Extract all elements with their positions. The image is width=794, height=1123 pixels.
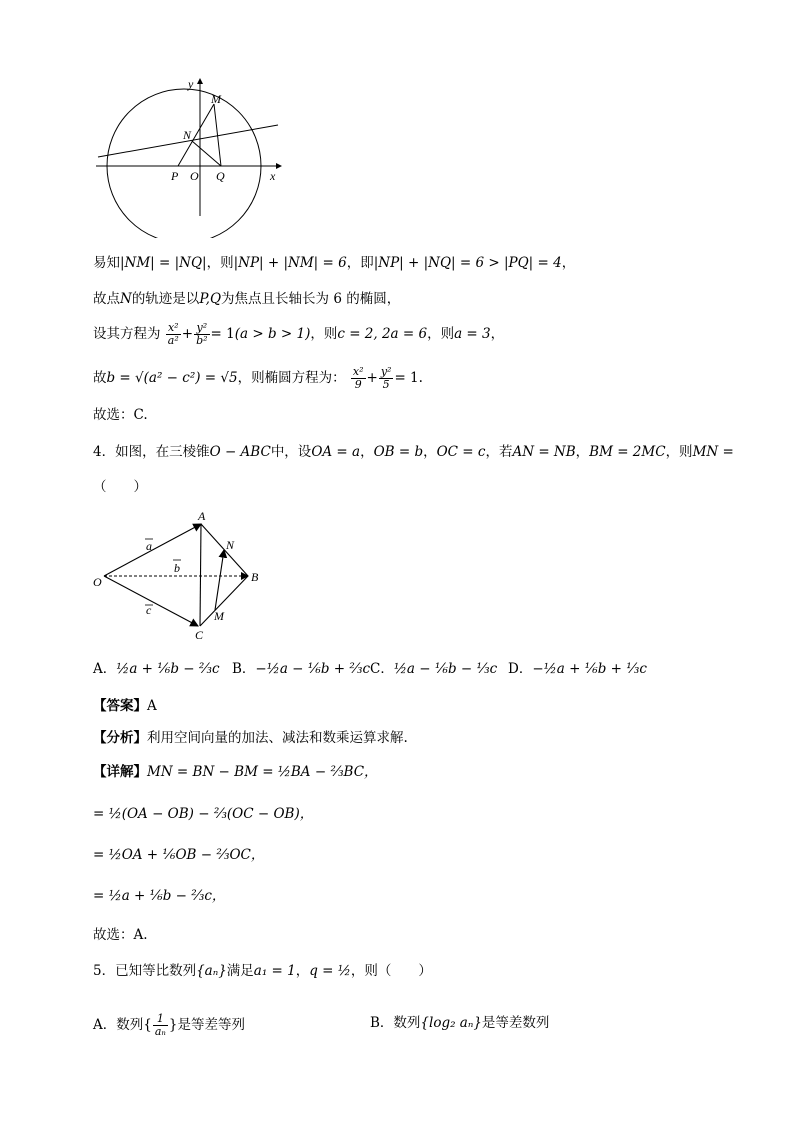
text: 中，设 [270,444,312,460]
formula: c = 2, 2a = 6 [337,326,428,342]
detail-formula: = ½OA + ⅙OB − ⅔OC， [93,847,265,863]
vector-def-c: OC = c [436,444,486,460]
label-c: C [195,628,204,642]
fraction-y2-b2: $\frac{\text{y²}}{\text{b²}}$ [196,321,208,347]
label-vec-b: b [174,561,180,575]
text: 易知 [93,255,120,271]
fraction-x2-9: $\frac{\text{x²}}{9}$ [352,365,364,391]
q5-option-b[interactable] [370,1014,549,1032]
x-axis-arrow [276,163,282,169]
edge-ac [200,524,201,626]
y-axis-arrow [197,78,203,84]
segment-nq [192,141,221,166]
text: ，则 [427,326,455,342]
solution-line-2 [93,290,400,308]
text: ，即 [346,255,374,271]
label-y: y [188,77,194,91]
text: ，则椭圆方程为： [237,370,346,386]
q5-stem: 5．已知等比数列{aₙ}满足a₁ = 1，q = ½，则（ ） [93,963,432,979]
text: ，则 [310,326,338,342]
text: 故 [93,370,107,386]
label-n: N [226,538,235,552]
q5-option-a[interactable]: A．数列{ $\frac{1}{\text{aₙ}}$ }是等差等列 [93,1012,245,1038]
option-text: ½a − ⅙b − ⅓c [393,661,498,677]
vector-oa [104,524,201,576]
detail-formula: = ½a + ⅙b − ⅔c， [93,888,226,904]
detail-tag: 【详解】 [93,764,147,780]
q4-answer [93,697,157,715]
q4-choice: 故选：A. [93,927,148,943]
option-label: A． [93,1017,117,1033]
formula: |NM| = |NQ| [120,255,207,271]
ellipse-construction-figure [90,76,290,238]
fraction-x2-a2: $\frac{\text{x²}}{\text{a²}}$ [167,321,179,347]
analysis-tag: 【分析】 [93,730,147,746]
q4-option-c[interactable] [370,660,497,678]
q4-option-a[interactable] [93,660,220,678]
option-label: B． [370,1015,394,1031]
text: 设其方程为 [93,326,161,342]
prev-choice: 故选：C. [93,407,148,423]
label-vec-a: a [146,539,152,553]
q4-detail-line-1 [93,763,378,781]
text: ，则 [206,255,234,271]
tetrahedron-figure [90,506,270,642]
text: . [418,370,423,386]
text: 是等差等列 [177,1017,245,1033]
option-text: ½a + ⅙b − ⅔c [116,661,220,677]
label-b: B [251,570,259,584]
analysis-text: 利用空间向量的加法、减法和数乘运算求解. [147,730,408,746]
q4-option-b[interactable] [232,660,370,678]
formula: b = √(a² − c²) = √5 [106,370,238,386]
q4-analysis [93,729,408,747]
detail-formula: MN = BN − BM = ½BA − ⅔BC， [147,764,378,780]
text: ，若 [485,444,513,460]
q4-paren: （ ） [93,479,147,495]
fraction-y2-5: $\frac{\text{y²}}{5}$ [380,365,392,391]
label-o: O [190,169,199,183]
formula: a₁ = 1 [253,963,296,979]
option-label: A． [93,661,117,677]
label-o: O [93,575,102,589]
text: ，则 [665,444,693,460]
vector-def-b: OB = b [373,444,424,460]
edge-ab [201,524,248,576]
label-x: x [270,169,276,183]
label-m: M [214,609,224,623]
formula: |NP| + |NQ| = 6 > |PQ| = 4 [373,255,562,271]
detail-formula: = ½(OA − OB) − ⅔(OC − OB)， [93,806,314,822]
fraction-1-an: $\frac{1}{\text{aₙ}}$ [154,1012,166,1038]
text: ， [490,326,505,342]
answer-value: A [147,698,157,714]
formula: P,Q [199,291,222,307]
text: 4．如图，在三棱锥 [93,444,210,460]
target-mn: MN = [692,444,734,460]
condition-bm-mc: BM = 2MC [589,444,666,460]
option-label: B． [232,661,256,677]
formula: N [120,291,132,307]
text: 满足 [226,963,254,979]
vector-oc [104,576,198,626]
solution-line-1 [93,254,575,272]
big-circle [107,89,261,238]
option-label: C． [370,661,394,677]
formula: a = 3 [454,326,491,342]
edge-bc [200,576,248,626]
label-a: A [198,509,206,523]
vector-def-a: OA = a [311,444,361,460]
q4-detail-line-2 [93,805,313,823]
option-text: −½a + ⅙b + ⅓c [532,661,647,677]
solution-line-3: 设其方程为 $\frac{\text{x²}}{\text{a²}}$ + $\frac{\text{y²}}{\text{b²}}$ = 1(a > b > 1)，则c = 2, 2a = 6，则a = 3， [93,321,505,347]
formula: (a > b > 1) [234,326,311,342]
formula: O − ABC [209,444,271,460]
q4-option-d[interactable] [508,660,647,678]
formula: {aₙ} [196,963,227,979]
q4-detail-line-3 [93,846,264,864]
text: 是等差数列 [481,1015,550,1031]
text: 的轨迹是以 [131,291,200,307]
text: 故点 [93,291,120,307]
label-vec-c: c [146,603,152,617]
text: 为焦点且长轴长为 6 的椭圆， [221,291,401,307]
solution-line-4: 故b = √(a² − c²) = √5，则椭圆方程为： $\frac{\text{x²}}{9}$ + $\frac{\text{y²}}{5}$ = 1. [93,365,423,391]
text: 5．已知等比数列 [93,963,197,979]
label-p: P [171,169,179,183]
text: ， [561,255,576,271]
formula: |NP| + |NM| = 6 [233,255,347,271]
condition-an-nb: AN = NB [512,444,576,460]
answer-tag: 【答案】 [93,698,147,714]
text: ，则（ ） [350,963,432,979]
q4-detail-line-4 [93,887,225,905]
formula: q = ½ [309,963,351,979]
label-m: M [211,92,221,106]
text: 数列 [393,1015,421,1031]
option-text: −½a − ⅙b + ⅔c [255,661,371,677]
text: 数列 [116,1017,144,1033]
formula: {log₂ aₙ} [420,1015,482,1031]
option-label: D． [508,661,533,677]
q4-stem: 4．如图，在三棱锥O − ABC中，设OA = a，OB = b，OC = c，若AN = NB，BM = 2MC，则MN = [93,444,734,460]
vector-mn [215,550,224,610]
label-q: Q [216,169,225,183]
label-n: N [183,128,192,142]
